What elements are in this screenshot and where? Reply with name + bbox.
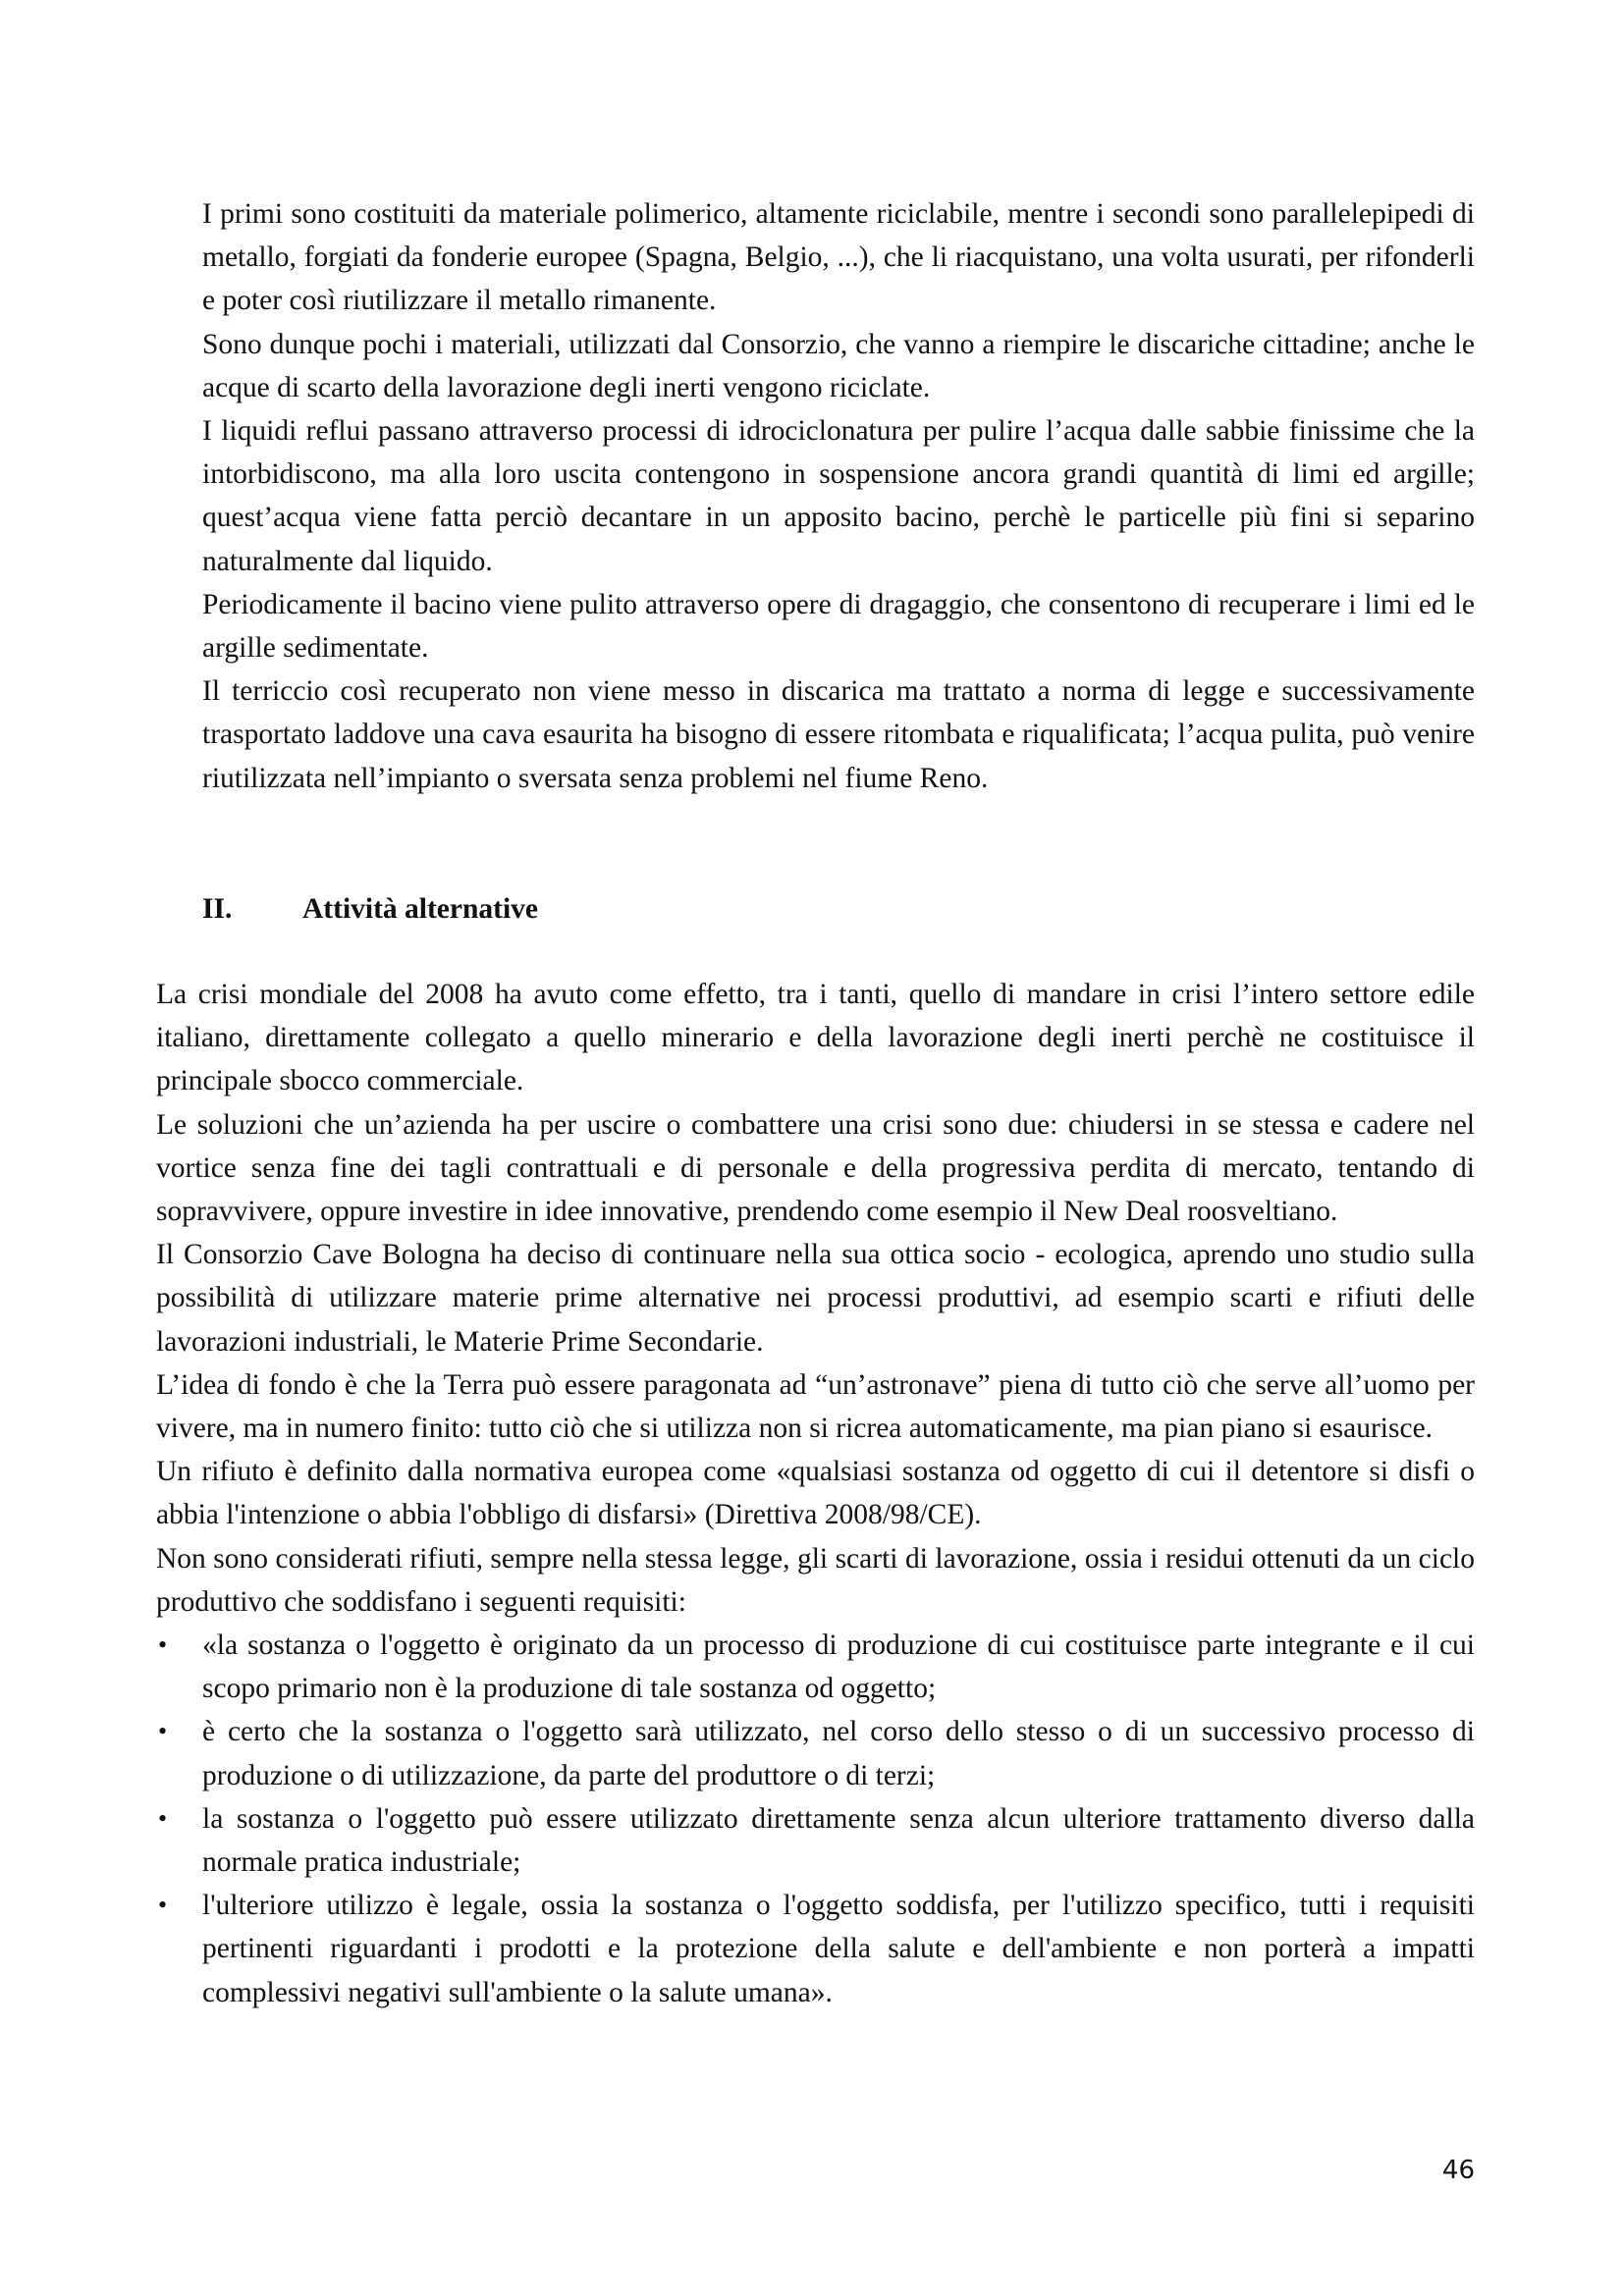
paragraph: Sono dunque pochi i materiali, utilizzati dal Consorzio, che vanno a riempire le discariche cittadine; anche le acque di scarto della lavorazione degli inerti vengono riciclate. <box>202 328 1475 403</box>
section-title: Attività alternative <box>302 893 539 925</box>
bullet-icon: • <box>158 1803 168 1833</box>
list-item-text: «la sostanza o l'oggetto è originato da un processo di produzione di cui costituisce parte integrante e il cui scopo primario non è la produzione di tale sostanza od oggetto; <box>202 1629 1475 1705</box>
list-item <box>156 1884 1475 2014</box>
list-item <box>156 1797 1475 1884</box>
paragraph: Non sono considerati rifiuti, sempre nella stessa legge, gli scarti di lavorazione, ossia i residui ottenuti da un ciclo produttivo che soddisfano i seguenti requisiti: <box>156 1542 1475 1618</box>
paragraph: Il terriccio così recuperato non viene messo in discarica ma trattato a norma di legge e successivamente trasportato laddove una cava esaurita ha bisogno di essere ritombata e riqualificata; l’acqua pulita, può venire riutilizzata nell’impianto o sversata senza problemi nel fiume Reno. <box>202 675 1475 794</box>
paragraph: L’idea di fondo è che la Terra può essere paragonata ad “un’astronave” piena di tutto ciò che serve all’uomo per vivere, ma in numero finito: tutto ciò che si utilizza non si ricrea automaticamente, ma pian piano si esaurisce. <box>156 1368 1475 1445</box>
paragraph: Le soluzioni che un’azienda ha per uscire o combattere una crisi sono due: chiudersi in se stessa e cadere nel vortice senza fine dei tagli contrattuali e di personale e della progressiva perdita di mercato, tentando di sopravvivere, oppure investire in idee innovative, prendendo come esempio il New Deal roosveltiano. <box>156 1108 1475 1228</box>
paragraph: Periodicamente il bacino viene pulito attraverso opere di dragaggio, che consentono di recuperare i limi ed le argille sedimentate. <box>202 588 1475 665</box>
paragraph: I primi sono costituiti da materiale polimerico, altamente riciclabile, mentre i secondi sono parallelepipedi di metallo, forgiati da fonderie europee (Spagna, Belgio, ...), che li riacquistano, una volta usurati, per rifonderli e poter così riutilizzare il metallo rimanente. <box>202 198 1475 317</box>
bullet-icon: • <box>158 1891 168 1920</box>
list-item-text: la sostanza o l'oggetto può essere utilizzato direttamente senza alcun ulteriore trattamento diverso dalla normale pratica industriale; <box>202 1802 1475 1879</box>
list-item <box>156 1710 1475 1796</box>
paragraph: Il Consorzio Cave Bologna ha deciso di continuare nella sua ottica socio - ecologica, aprendo uno studio sulla possibilità di utilizzare materie prime alternative nei processi produttivi, ad esempio scarti e rifiuti delle lavorazioni industriali, le Materie Prime Secondarie. <box>156 1239 1475 1358</box>
list-item-text: è certo che la sostanza o l'oggetto sarà utilizzato, nel corso dello stesso o di un successivo processo di produzione o di utilizzazione, da parte del produttore o di terzi; <box>202 1716 1475 1791</box>
list-item-text: l'ulteriore utilizzo è legale, ossia la sostanza o l'oggetto soddisfa, per l'utilizzo specifico, tutti i requisiti pertinenti riguardanti i prodotti e la protezione della salute e dell'ambiente e non porterà a impatti complessivi negativi sull'ambiente o la salute umana». <box>202 1890 1475 2008</box>
section-heading <box>202 887 538 931</box>
main-text-block <box>156 973 1475 2014</box>
section-number: II. <box>202 893 233 925</box>
paragraph: La crisi mondiale del 2008 ha avuto come effetto, tra i tanti, quello di mandare in crisi l’intero settore edile italiano, direttamente collegato a quello minerario e della lavorazione degli inerti perchè ne costituisce il principale sbocco commerciale. <box>156 979 1475 1097</box>
page-number: 46 <box>1441 2156 1475 2185</box>
requirements-list <box>156 1624 1475 2014</box>
bullet-icon: • <box>158 1630 168 1660</box>
intro-text-block <box>202 192 1475 800</box>
bullet-icon: • <box>158 1717 168 1746</box>
paragraph: I liquidi reflui passano attraverso processi di idrociclonatura per pulire l’acqua dalle sabbie finissime che la intorbidiscono, ma alla loro uscita contengono in sospensione ancora grandi quantità di limi ed argille; quest’acqua viene fatta perciò decantare in un apposito bacino, perchè le particelle più fini si separino naturalmente dal liquido. <box>202 415 1475 577</box>
paragraph: Un rifiuto è definito dalla normativa europea come «qualsiasi sostanza od oggetto di cui il detentore si disfi o abbia l'intenzione o abbia l'obbligo di disfarsi» (Direttiva 2008/98/CE). <box>156 1456 1475 1531</box>
list-item <box>156 1624 1475 1710</box>
